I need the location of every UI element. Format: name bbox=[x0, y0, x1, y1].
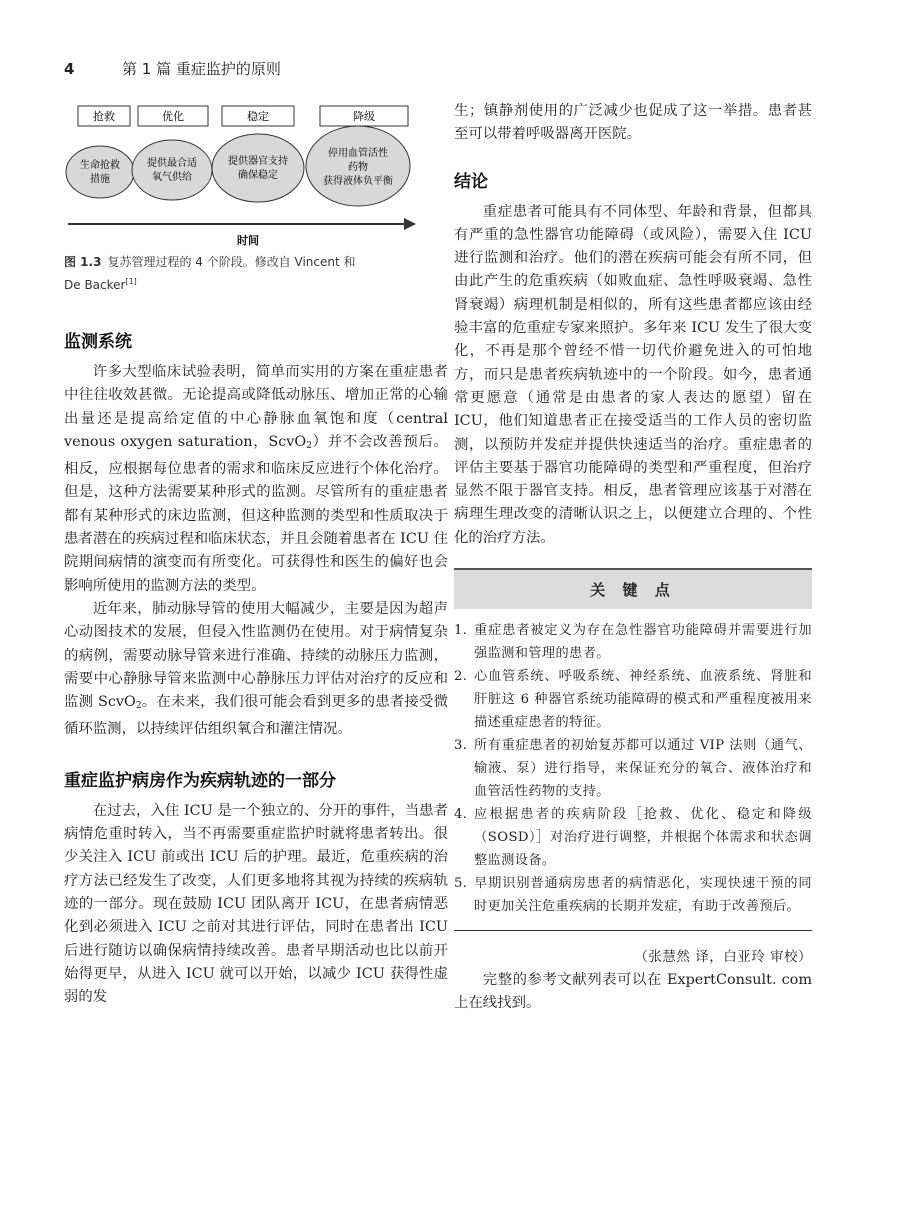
key-points-title: 关 键 点 bbox=[454, 568, 812, 609]
section-heading: 重症监护病房作为疾病轨迹的一部分 bbox=[64, 770, 336, 791]
running-head bbox=[64, 58, 281, 79]
reference-note: 完整的参考文献列表可以在 ExpertConsult. com 上在线找到。 bbox=[454, 972, 812, 1012]
svg-text:获得液体负平衡: 获得液体负平衡 bbox=[323, 176, 393, 187]
figure-caption: 图 1.3 复苏管理过程的 4 个阶段。修改自 Vincent 和 De Backer[1] bbox=[64, 255, 356, 292]
stage-box bbox=[320, 106, 408, 126]
paragraph: 许多大型临床试验表明，简单而实用的方案在重症患者中往往收效甚微。无论提高或降低动脉压、增加正常的心输出量还是提高给定值的中心静脉血氧饱和度（central venous oxygen saturation，ScvO$_2$）并不会改善预后。相反，应根据每位患者的需求和临床反应进行个体化治疗。但是，这种方法需要某种形式的监测。尽管所有的重症患者都有某种形式的床边监测，但这种监测的类型和性质取决于患者潜在的疾病过程和临床状态，并且会随着患者在 ICU 住院期间病情的演变而有所变化。可获得性和医生的偏好也会影响所使用的监测方法的类型。 bbox=[64, 364, 448, 594]
svg-text:停用血管活性: 停用血管活性 bbox=[328, 148, 388, 159]
key-points-list bbox=[454, 619, 812, 918]
caption-label: 图 1.3 bbox=[64, 255, 102, 269]
stages-diagram bbox=[64, 100, 448, 250]
svg-text:提供最合适: 提供最合适 bbox=[147, 158, 197, 169]
stage-label: 优化 bbox=[162, 110, 184, 123]
stage-box bbox=[138, 106, 208, 126]
svg-text:确保稳定: 确保稳定 bbox=[238, 170, 278, 181]
stage-ellipse bbox=[132, 140, 212, 200]
stage-label: 降级 bbox=[353, 110, 375, 123]
list-item: 5. 早期识别普通病房患者的病情恶化，实现快速干预的同时更加关注危重疾病的长期并发症，有助于改善预后。 bbox=[454, 876, 812, 915]
right-column bbox=[454, 100, 812, 1016]
left-column bbox=[64, 100, 448, 1009]
list-item: 3. 所有重症患者的初始复苏都可以通过 VIP 法则（通气、输液、泵）进行指导，来保证充分的氧合、液体治疗和血管活性药物的支持。 bbox=[454, 738, 812, 800]
key-points-box bbox=[454, 568, 812, 931]
section-heading: 结论 bbox=[454, 171, 488, 192]
divider bbox=[454, 930, 812, 931]
paragraph: 在过去，入住 ICU 是一个独立的、分开的事件，当患者病情危重时转入，当不再需要重症监护时就将患者转出。很少关注入 ICU 前或出 ICU 后的护理。最近，危重疾病的治疗方法已经发生了改变，人们更多地将其视为持续的疾病轨迹的一部分。现在鼓励 ICU 团队离开 ICU，在患者病情恶化到必须进入 ICU 之前对其进行评估，同时在患者出 ICU 后进行随访以确保病情持续改善。患者早期活动也比以前开始得更早，从进入 ICU 就可以开始，以减少 ICU 获得性虚弱的发 bbox=[64, 802, 448, 1006]
svg-text:提供器官支持: 提供器官支持 bbox=[228, 156, 288, 167]
section-title: 第 1 篇 重症监护的原则 bbox=[122, 60, 281, 78]
svg-text:措施: 措施 bbox=[90, 174, 110, 185]
stage-box bbox=[222, 106, 294, 126]
page-number: 4 bbox=[64, 60, 75, 78]
list-item: 2. 心血管系统、呼吸系统、神经系统、血液系统、肾脏和肝脏这 6 种器官系统功能障碍的模式和严重程度被用来描述重症患者的特征。 bbox=[454, 669, 812, 731]
stage-box bbox=[78, 106, 130, 126]
stage-label: 抢救 bbox=[93, 110, 115, 123]
svg-text:生命抢救: 生命抢救 bbox=[80, 160, 120, 171]
figure-1-3 bbox=[64, 100, 448, 295]
stage-ellipse bbox=[212, 134, 304, 202]
paragraph: 近年来，肺动脉导管的使用大幅减少，主要是因为超声心动图技术的发展，但侵入性监测仍在使用。对于病情复杂的病例，需要动脉导管来进行准确、持续的动脉压力监测，需要中心静脉导管来监测中心静脉压力评估对治疗的反应和监测 ScvO$_2$。在未来，我们很可能会看到更多的患者接受微循环监测，以持续评估组织氧合和灌注情况。 bbox=[64, 600, 448, 738]
paragraph-continued: 生；镇静剂使用的广泛减少也促成了这一举措。患者甚至可以带着呼吸器离开医院。 bbox=[454, 103, 812, 143]
stage-ellipse bbox=[66, 146, 134, 198]
stage-ellipse bbox=[306, 126, 410, 206]
list-item: 1. 重症患者被定义为存在急性器官功能障碍并需要进行加强监测和管理的患者。 bbox=[454, 623, 812, 662]
stage-label: 稳定 bbox=[247, 110, 269, 123]
axis-label: 时间 bbox=[237, 234, 259, 247]
list-item: 4. 应根据患者的疾病阶段［抢救、优化、稳定和降级（SOSD）］对治疗进行调整，并根据个体需求和状态调整监测设备。 bbox=[454, 807, 812, 869]
svg-text:药物: 药物 bbox=[348, 162, 368, 173]
translator-credit: （张慧然 译，白亚玲 审校） bbox=[634, 949, 812, 966]
paragraph: 重症患者可能具有不同体型、年龄和背景，但都具有严重的急性器官功能障碍（或风险），需要入住 ICU 进行监测和治疗。他们的潜在疾病可能会有所不同，但由此产生的危重疾病（如败血症、急性呼吸衰竭、急性肾衰竭）病理机制是相似的，所有这些患者都应该由经验丰富的危重症专家来照护。多年来 ICU 发生了很大变化，不再是那个曾经不惜一切代价避免进入的可怕地方，而只是患者疾病轨迹中的一个阶段。如今，患者通常更愿意（通常是由患者的家人表达的愿望）留在 ICU，他们知道患者正在接受适当的工作人员的密切监测，以预防并发症并提供快速适当的治疗。重症患者的评估主要基于器官功能障碍的类型和严重程度，但治疗显然不限于器官支持。相反，患者管理应该基于对潜在病理生理改变的清晰认识之上，以便建立合理的、个性化的治疗方法。 bbox=[454, 203, 812, 546]
time-arrow bbox=[68, 218, 416, 230]
section-heading: 监测系统 bbox=[64, 332, 132, 352]
svg-text:氧气供给: 氧气供给 bbox=[152, 172, 192, 183]
